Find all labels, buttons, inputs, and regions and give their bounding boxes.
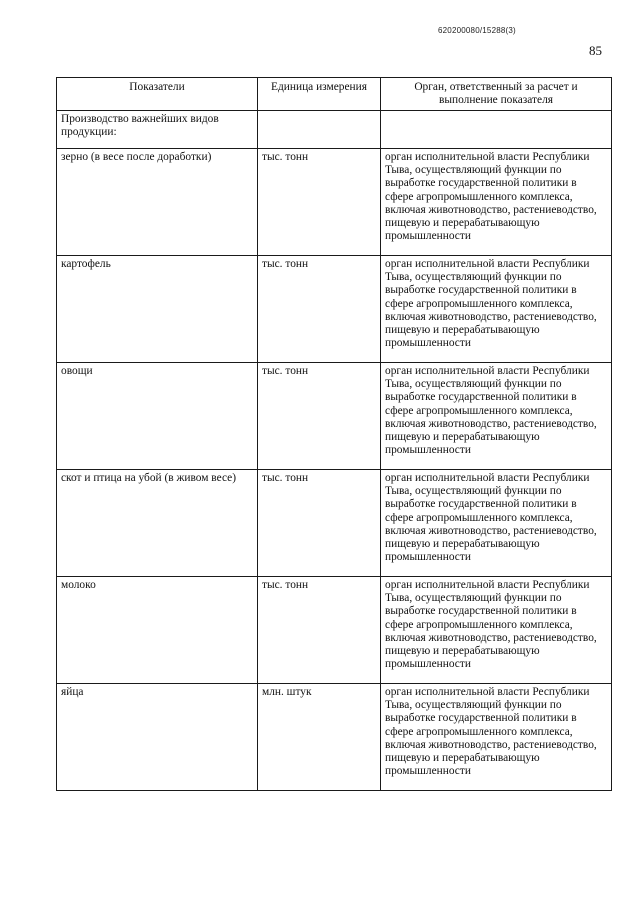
indicator-cell: яйца <box>57 684 258 791</box>
responsible-cell: орган исполнительной власти Республики Тыва, осуществляющий функции по выработке государственной политики в сфере агропромышленного комплекса, включая животноводство, растениеводство, пищевую и перерабатывающую промышленности <box>381 684 612 791</box>
responsible-cell: орган исполнительной власти Республики Тыва, осуществляющий функции по выработке государственной политики в сфере агропромышленного комплекса, включая животноводство, растениеводство, пищевую и перерабатывающую промышленности <box>381 577 612 684</box>
header-responsible: Орган, ответственный за расчет и выполнение показателя <box>381 78 612 111</box>
indicator-cell: зерно (в весе после доработки) <box>57 149 258 256</box>
header-unit: Единица измерения <box>258 78 381 111</box>
table-header-row <box>57 78 612 111</box>
unit-cell: тыс. тонн <box>258 363 381 470</box>
indicator-cell: молоко <box>57 577 258 684</box>
responsible-cell: орган исполнительной власти Республики Тыва, осуществляющий функции по выработке государственной политики в сфере агропромышленного комплекса, включая животноводство, растениеводство, пищевую и перерабатывающую промышленности <box>381 256 612 363</box>
table-row <box>57 363 612 470</box>
unit-cell: тыс. тонн <box>258 470 381 577</box>
table-row <box>57 577 612 684</box>
responsible-cell: орган исполнительной власти Республики Тыва, осуществляющий функции по выработке государственной политики в сфере агропромышленного комплекса, включая животноводство, растениеводство, пищевую и перерабатывающую промышленности <box>381 363 612 470</box>
header-indicators: Показатели <box>57 78 258 111</box>
section-unit-empty <box>258 111 381 149</box>
unit-cell: тыс. тонн <box>258 256 381 363</box>
table-row <box>57 149 612 256</box>
table-row <box>57 256 612 363</box>
section-title: Производство важнейших видов продукции: <box>57 111 258 149</box>
table-row <box>57 684 612 791</box>
document-code: 620200080/15288(3) <box>438 26 516 35</box>
indicator-cell: картофель <box>57 256 258 363</box>
table-row <box>57 470 612 577</box>
responsible-cell: орган исполнительной власти Республики Тыва, осуществляющий функции по выработке государственной политики в сфере агропромышленного комплекса, включая животноводство, растениеводство, пищевую и перерабатывающую промышленности <box>381 470 612 577</box>
indicator-cell: скот и птица на убой (в живом весе) <box>57 470 258 577</box>
unit-cell: млн. штук <box>258 684 381 791</box>
indicator-cell: овощи <box>57 363 258 470</box>
page-number: 85 <box>589 43 602 58</box>
unit-cell: тыс. тонн <box>258 577 381 684</box>
indicators-table <box>56 77 612 791</box>
section-responsible-empty <box>381 111 612 149</box>
section-row <box>57 111 612 149</box>
unit-cell: тыс. тонн <box>258 149 381 256</box>
responsible-cell: орган исполнительной власти Республики Тыва, осуществляющий функции по выработке государственной политики в сфере агропромышленного комплекса, включая животноводство, растениеводство, пищевую и перерабатывающую промышленности <box>381 149 612 256</box>
